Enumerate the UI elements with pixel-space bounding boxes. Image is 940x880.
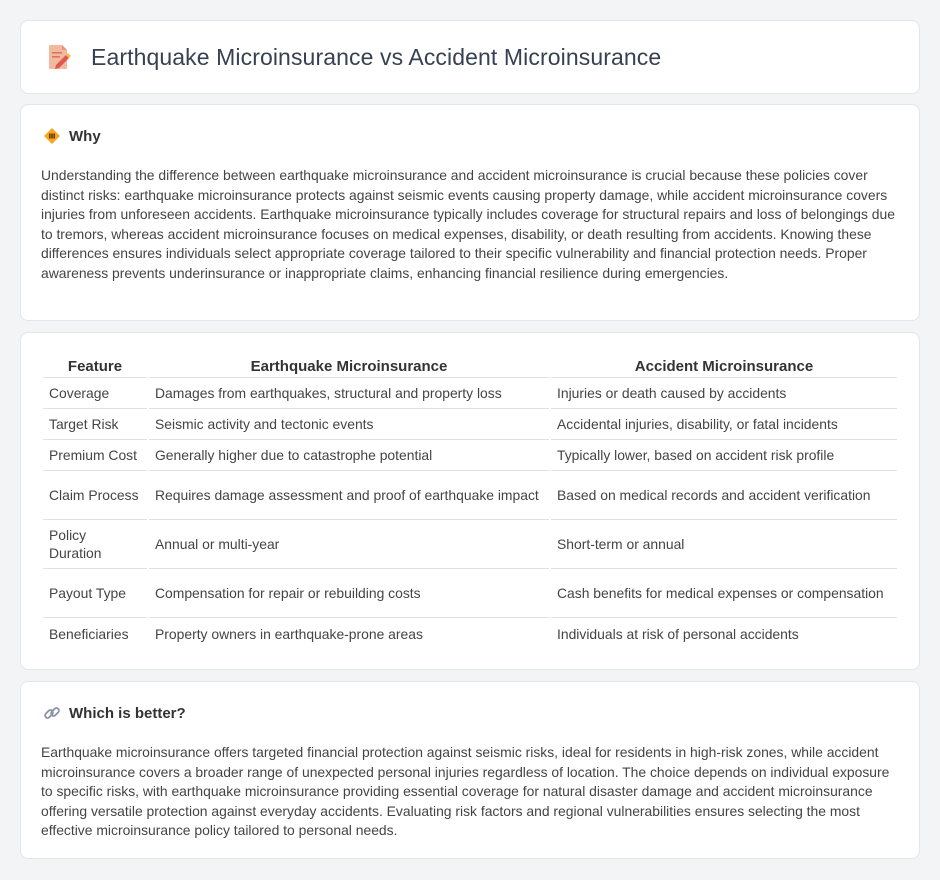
- header-feature: Feature: [43, 353, 147, 378]
- table-row: [43, 440, 897, 471]
- cell-accident: Short-term or annual: [551, 520, 897, 569]
- why-body: Understanding the difference between earthquake microinsurance and accident microinsurance is crucial because these policies cover distinct risks: earthquake microinsurance protects against seismic events causing property damage, while accident microinsurance covers injuries from unforeseen accidents. Earthquake microinsurance typically includes coverage for structural repairs and loss of belongings due to tremors, whereas accident microinsurance focuses on medical expenses, disability, or death resulting from accidents. Knowing these differences ensures individuals select appropriate coverage tailored to their specific vulnerability and financial protection needs. Proper awareness prevents underinsurance or inappropriate claims, enhancing financial resilience during emergencies.: [41, 167, 895, 281]
- title-row: [47, 43, 661, 71]
- cell-feature: Payout Type: [43, 569, 147, 618]
- table-row: [43, 618, 897, 649]
- cell-accident: Typically lower, based on accident risk profile: [551, 440, 897, 471]
- cell-earthquake: Annual or multi-year: [149, 520, 549, 569]
- link-icon: [43, 704, 61, 722]
- cell-earthquake: Requires damage assessment and proof of earthquake impact: [149, 471, 549, 520]
- document-pencil-icon: [47, 43, 71, 71]
- table-row: [43, 409, 897, 440]
- better-heading-row: [43, 704, 186, 722]
- header-earthquake: Earthquake Microinsurance: [149, 353, 549, 378]
- header-accident: Accident Microinsurance: [551, 353, 897, 378]
- why-heading-row: [43, 127, 101, 145]
- cell-feature: Policy Duration: [43, 520, 147, 569]
- cell-earthquake: Property owners in earthquake-prone areas: [155, 625, 423, 642]
- table-row: [43, 471, 897, 520]
- cell-feature: Claim Process: [43, 471, 147, 520]
- cell-accident: Injuries or death caused by accidents: [551, 378, 897, 409]
- header-card: [20, 20, 920, 94]
- table-row: [43, 378, 897, 409]
- better-heading: Which is better?: [69, 704, 186, 722]
- cell-accident: Accidental injuries, disability, or fatal incidents: [551, 409, 897, 440]
- cell-earthquake: Damages from earthquakes, structural and property loss: [149, 378, 549, 409]
- which-better-section: [20, 681, 920, 859]
- table-row: [43, 520, 897, 569]
- cell-earthquake: Compensation for repair or rebuilding costs: [149, 569, 549, 618]
- cell-accident: Cash benefits for medical expenses or compensation: [551, 569, 897, 618]
- cell-accident: Based on medical records and accident verification: [551, 471, 897, 520]
- cell-accident: Individuals at risk of personal accidents: [557, 625, 799, 642]
- cell-feature: Premium Cost: [43, 440, 147, 471]
- table-header-row: [43, 353, 897, 378]
- page-title: Earthquake Microinsurance vs Accident Microinsurance: [91, 43, 662, 70]
- cell-feature: Beneficiaries: [49, 625, 129, 642]
- cell-feature: Target Risk: [43, 409, 147, 440]
- why-section: [20, 104, 920, 321]
- cell-feature: Coverage: [43, 378, 147, 409]
- diamond-warning-icon: [43, 127, 61, 145]
- comparison-section: [20, 332, 920, 670]
- why-heading: Why: [69, 127, 101, 145]
- comparison-table: [41, 353, 899, 649]
- table-row: [43, 569, 897, 618]
- cell-earthquake: Seismic activity and tectonic events: [149, 409, 549, 440]
- better-body: Earthquake microinsurance offers targeted financial protection against seismic risks, ideal for residents in high-risk zones, while accident microinsurance covers a broader range of unexpected personal injuries regardless of location. The choice depends on individual exposure to specific risks, with earthquake microinsurance providing essential coverage for natural disaster damage and accident microinsurance offering versatile protection against everyday accidents. Evaluating risk factors and regional vulnerabilities ensures selecting the most effective microinsurance policy tailored to personal needs.: [41, 744, 890, 839]
- cell-earthquake: Generally higher due to catastrophe potential: [149, 440, 549, 471]
